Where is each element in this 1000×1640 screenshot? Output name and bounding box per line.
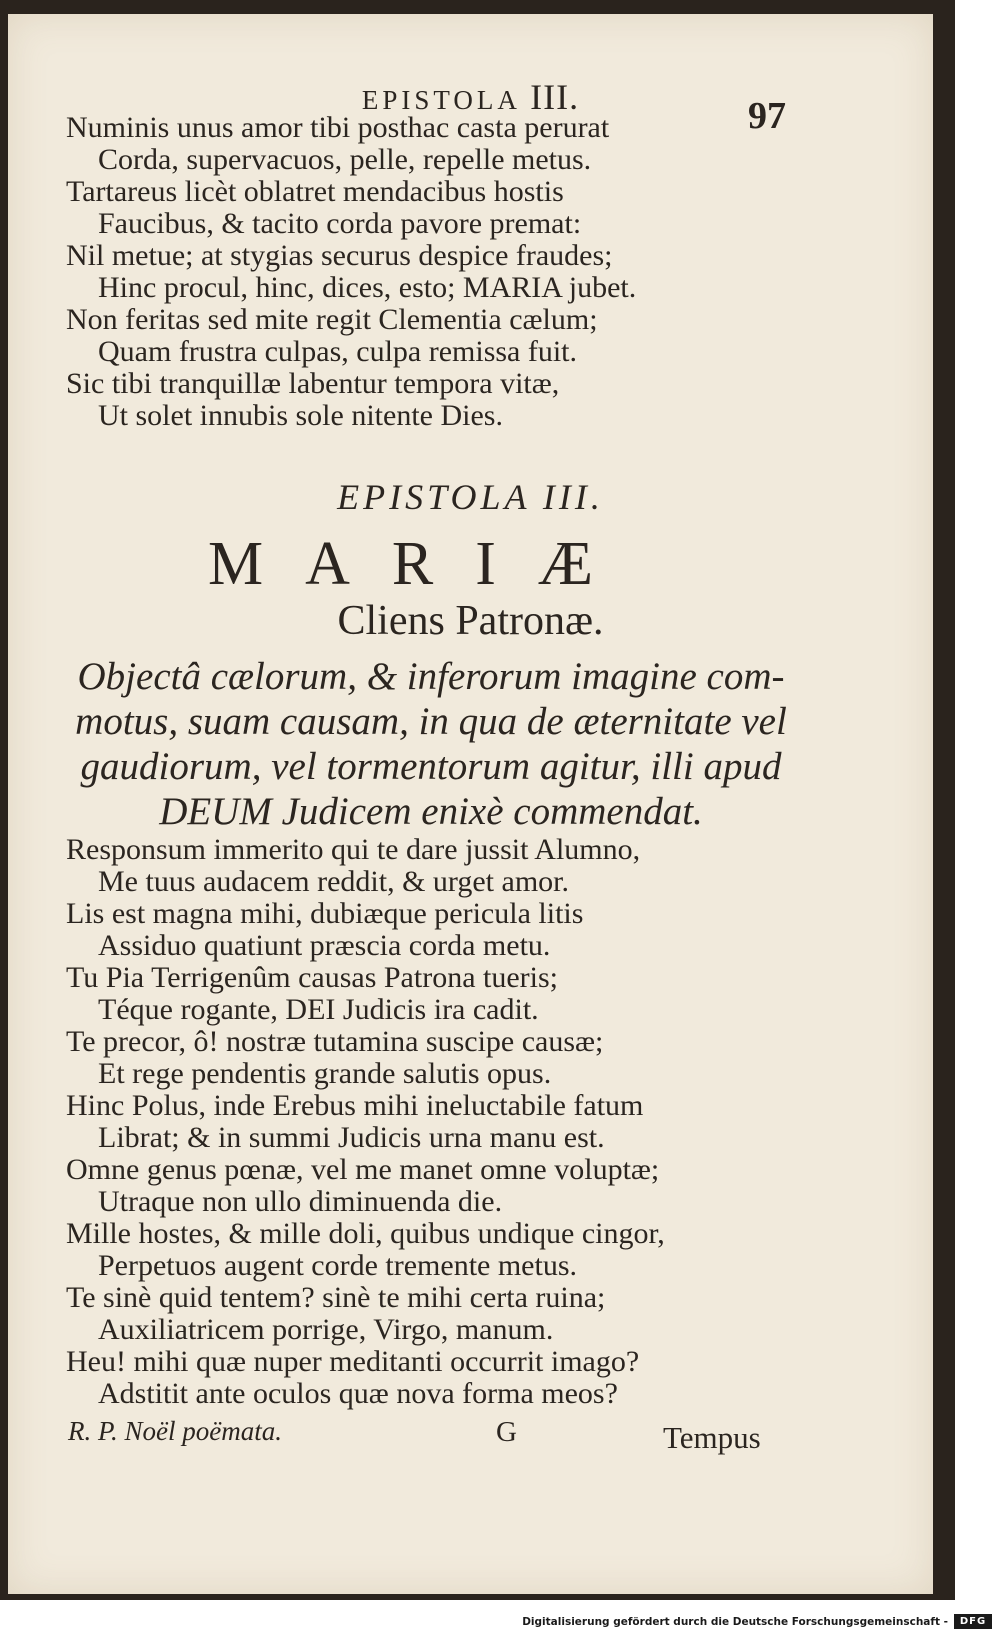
running-title: EPISTOLA: [361, 85, 520, 115]
verse-line: Omne genus pœnæ, vel me manet omne voluptæ;: [66, 1153, 660, 1186]
subtitle: Cliens Patronæ.: [337, 598, 604, 644]
verse-line: Utraque non ullo diminuenda die.: [98, 1185, 503, 1218]
verse-line: Téque rogante, DEI Judicis ira cadit.: [98, 993, 539, 1026]
digitization-credit: Digitalisierung gefördert durch die Deutsche Forschungsgemeinschaft -: [522, 1616, 948, 1628]
verse-line: Faucibus, & tacito corda pavore premat:: [98, 207, 582, 240]
verse-line: Auxiliatricem porrige, Virgo, manum.: [98, 1313, 554, 1346]
verse-line: Te precor, ô! nostræ tutamina suscipe causæ;: [66, 1025, 604, 1058]
verse-line: Mille hostes, & mille doli, quibus undique cingor,: [66, 1217, 665, 1250]
argument-line: motus, suam causam, in qua de æternitate vel: [75, 700, 787, 743]
argument-line: gaudiorum, vel tormentorum agitur, illi apud: [80, 745, 782, 788]
verse-line: Quam frustra culpas, culpa remissa fuit.: [98, 335, 578, 368]
verse-line: Responsum immerito qui te dare jussit Alumno,: [66, 833, 641, 866]
argument-block: [66, 654, 796, 834]
verse-line: Assiduo quatiunt præscia corda metu.: [98, 929, 551, 962]
verse-line: Te sinè quid tentem? sinè te mihi certa ruina;: [66, 1281, 606, 1314]
verse-line: Librat; & in summi Judicis urna manu est.: [98, 1121, 605, 1154]
argument-line: Objectâ cælorum, & inferorum imagine com-: [77, 655, 785, 698]
verse-line: Hinc Polus, inde Erebus mihi ineluctabile fatum: [66, 1089, 644, 1122]
verse-line: Me tuus audacem reddit, & urget amor.: [98, 865, 569, 898]
verse-block-top: [66, 112, 846, 432]
epistola-heading: EPISTOLA III.: [337, 477, 604, 517]
verse-line: Heu! mihi quæ nuper meditanti occurrit imago?: [66, 1345, 640, 1378]
book-page: [8, 14, 933, 1594]
verse-block-main: [66, 834, 846, 1410]
verse-line: Lis est magna mihi, dubiæque pericula litis: [66, 897, 584, 930]
verse-line: Et rege pendentis grande salutis opus.: [98, 1057, 552, 1090]
dfg-logo: DFG: [954, 1614, 992, 1629]
running-numeral: III.: [530, 77, 580, 117]
verse-line: Non feritas sed mite regit Clementia cælum;: [66, 303, 598, 336]
mariae-heading: MARIÆ: [208, 530, 636, 598]
catchword: Tempus: [663, 1420, 761, 1455]
signature-mark: G: [496, 1416, 517, 1448]
verse-line: Sic tibi tranquillæ labentur tempora vitæ,: [66, 367, 560, 400]
verse-line: Ut solet innubis sole nitente Dies.: [98, 399, 503, 432]
verse-line: Numinis unus amor tibi posthac casta perurat: [66, 111, 610, 144]
verse-line: Tartareus licèt oblatret mendacibus hostis: [66, 175, 564, 208]
verse-line: Hinc procul, hinc, dices, esto; MARIA jubet.: [98, 271, 637, 304]
verse-line: Adstitit ante oculos quæ nova forma meos?: [98, 1377, 618, 1410]
verse-line: Corda, supervacuos, pelle, repelle metus.: [98, 143, 592, 176]
footer-source: R. P. Noël poëmata.: [68, 1416, 282, 1446]
page-number: 97: [748, 95, 786, 137]
verse-line: Perpetuos augent corde tremente metus.: [98, 1249, 578, 1282]
verse-line: Nil metue; at stygias securus despice fraudes;: [66, 239, 613, 272]
argument-line: DEUM Judicem enixè commendat.: [159, 790, 703, 833]
verse-line: Tu Pia Terrigenûm causas Patrona tueris;: [66, 961, 558, 994]
